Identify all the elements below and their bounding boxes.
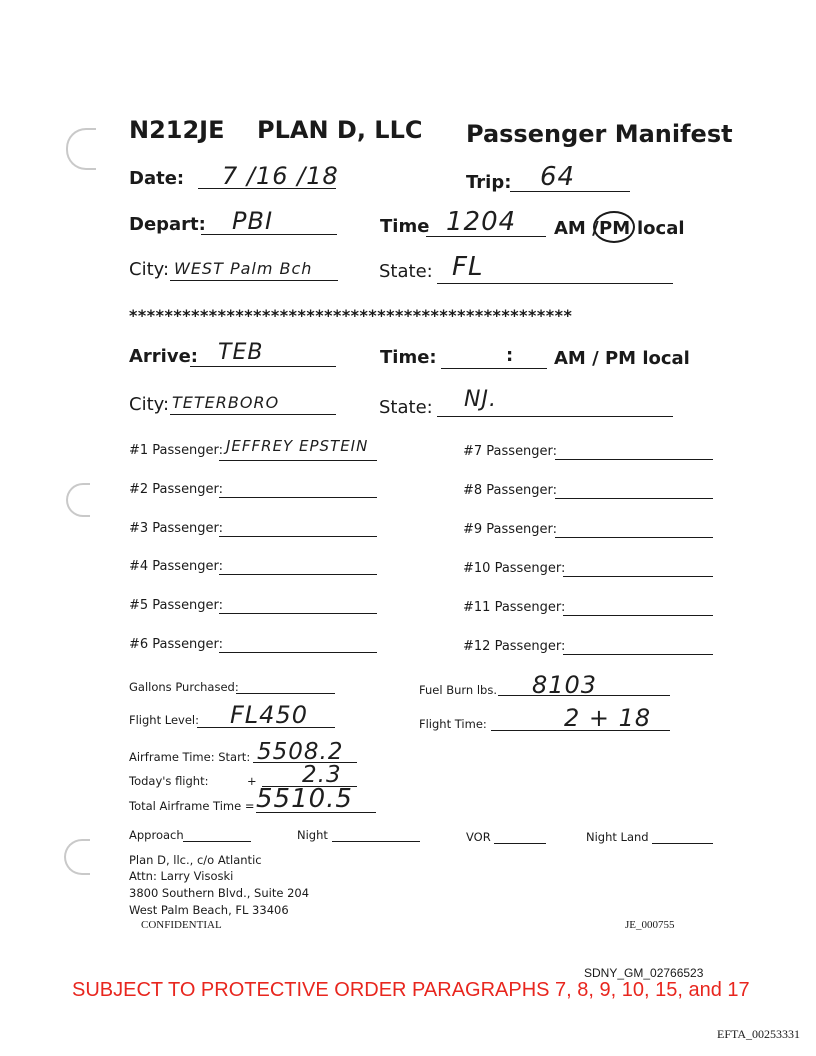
confidential-label: CONFIDENTIAL [141,919,222,931]
date-value: 7 /16 /18 [222,162,339,190]
pm-label: PM [599,218,631,239]
fuel-burn-label: Fuel Burn lbs. [419,683,497,697]
am-label: AM / [554,218,599,239]
flight-time-label: Flight Time: [419,717,487,731]
arrive-city-label: City: [129,394,170,415]
total-airframe-value: 5510.5 [256,784,353,814]
night-line [332,841,420,842]
passenger-line [555,498,713,499]
gallons-label: Gallons Purchased: [129,680,239,694]
passenger-line [219,652,377,653]
flight-level-label: Flight Level: [129,713,199,727]
arrive-state-label: State: [379,397,433,418]
flight-level-value: FL450 [230,701,308,729]
binder-ring-top [66,128,96,170]
todays-flight-plus: + [247,774,257,788]
flight-time-value: 2 + 18 [564,704,652,732]
passenger-label: #12 Passenger: [463,639,566,654]
night-label: Night [297,828,328,842]
fuel-burn-value: 8103 [532,671,598,699]
passenger-line [219,497,377,498]
separator: ************************************************** [129,306,573,325]
vor-line [494,843,546,844]
passenger-line [563,615,713,616]
approach-label: Approach [129,828,184,842]
arrive-city-line [170,414,336,415]
arrive-state-value: NJ. [464,387,497,412]
local-label: local [637,218,685,239]
todays-flight-label: Today's flight: [129,774,209,788]
passenger-line [219,574,377,575]
pm-circle [593,211,635,243]
passenger-label: #1 Passenger: [129,443,224,458]
passenger-line [563,654,713,655]
depart-state-value: FL [452,252,484,282]
passenger-label: #11 Passenger: [463,600,566,615]
company-name: PLAN D, LLC [257,116,423,144]
arrive-time-line [441,368,547,369]
depart-state-label: State: [379,261,433,282]
bates-number: SDNY_GM_02766523 [584,966,704,980]
passenger-label: #5 Passenger: [129,598,224,613]
depart-label: Depart: [129,214,206,235]
depart-city-value: WEST Palm Bch [174,259,313,278]
passenger-label: #7 Passenger: [463,444,558,459]
passenger-line [219,613,377,614]
night-land-label: Night Land [586,830,649,844]
arrive-state-line [437,416,673,417]
binder-ring-bottom [64,839,90,875]
airframe-start-value: 5508.2 [257,739,344,765]
protective-order-notice: SUBJECT TO PROTECTIVE ORDER PARAGRAPHS 7, 8, 9, 10, 15, and 17 [72,979,750,1001]
address-line: Plan D, llc., c/o Atlantic [129,853,262,867]
passenger-line [555,537,713,538]
passenger-label: #2 Passenger: [129,482,224,497]
vor-label: VOR [466,830,491,844]
total-airframe-label: Total Airframe Time = [129,799,255,813]
approach-line [183,841,251,842]
passenger-line [563,576,713,577]
address-line: West Palm Beach, FL 33406 [129,903,289,917]
date-label: Date: [129,168,185,189]
time-label: Time [380,216,430,237]
passenger-label: #9 Passenger: [463,522,558,537]
gallons-line [236,693,335,694]
airframe-start-label: Airframe Time: Start: [129,750,251,764]
passenger-label: #6 Passenger: [129,637,224,652]
depart-value: PBI [232,207,274,235]
passenger-value: JEFFREY EPSTEIN [226,437,369,455]
depart-city-line [170,280,338,281]
address-line: Attn: Larry Visoski [129,869,234,883]
passenger-label: #3 Passenger: [129,521,224,536]
arrive-time-label: Time: [380,347,437,368]
form-title: Passenger Manifest [466,120,733,148]
passenger-line [219,460,377,461]
arrive-time-colon: : [506,345,514,366]
efta-number: EFTA_00253331 [717,1027,801,1041]
passenger-label: #4 Passenger: [129,559,224,574]
arrive-label: Arrive: [129,346,198,367]
binder-ring-middle [66,483,90,517]
trip-label: Trip: [466,172,512,193]
passenger-label: #10 Passenger: [463,561,566,576]
trip-value: 64 [540,162,576,192]
depart-state-line [437,283,673,284]
passenger-line [555,459,713,460]
arrive-city-value: TETERBORO [172,393,280,412]
address-line: 3800 Southern Blvd., Suite 204 [129,886,310,900]
passenger-line [219,536,377,537]
passenger-label: #8 Passenger: [463,483,558,498]
night-land-line [652,843,713,844]
tail-number: N212JE [129,116,225,144]
depart-city-label: City: [129,259,170,280]
todays-flight-value: 2.3 [302,762,342,788]
arrive-value: TEB [218,340,264,365]
document-id: JE_000755 [625,919,675,931]
depart-time-value: 1204 [446,207,517,237]
arrive-line [190,366,336,367]
arrive-ampm-label: AM / PM local [554,348,690,369]
